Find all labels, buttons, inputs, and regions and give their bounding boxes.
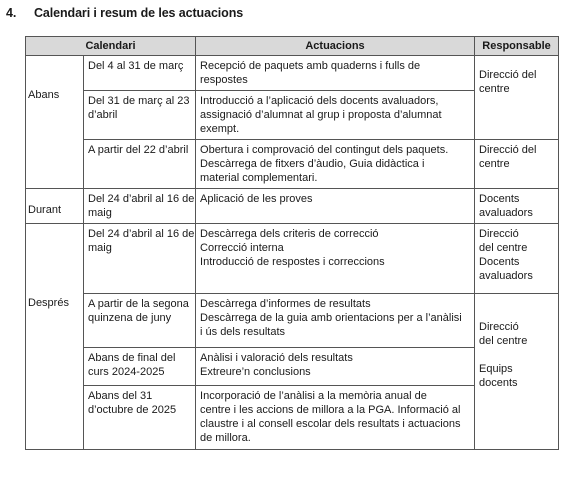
date-line: Abans del 31 [88, 390, 153, 402]
date-line: maig [88, 242, 112, 254]
action-line: Anàlisi i valoració dels resultats [200, 352, 353, 364]
action-line: assignació d’alumnat al grup i proposta d’alumnat [200, 109, 442, 121]
date-cell [84, 189, 196, 224]
action-line: Obertura i comprovació del contingut dels paquets. [200, 144, 449, 156]
action-line: Extreure’n conclusions [200, 366, 311, 378]
responsible-line: centre [479, 83, 510, 95]
responsible-cell [475, 56, 559, 140]
action-line: Recepció de paquets amb quaderns i fulls de [200, 60, 421, 72]
header-actuacions: Actuacions [196, 37, 475, 56]
section-number: 4. [6, 6, 17, 20]
responsible-line: del centre [479, 242, 528, 254]
responsible-cell [475, 224, 559, 294]
actions-cell [196, 386, 475, 450]
date-line: A partir del 22 d’abril [88, 144, 189, 156]
action-line: Introducció de respostes i correccions [200, 256, 385, 268]
phase-abans: Abans [26, 56, 84, 189]
actions-cell [196, 348, 475, 386]
action-line: centre i les accions de millora a la PGA. Informació al [200, 404, 461, 416]
date-cell [84, 348, 196, 386]
date-line: maig [88, 207, 112, 219]
date-line: Del 24 d’abril al 16 de [88, 193, 195, 205]
header-row [26, 37, 559, 56]
table-row [26, 294, 559, 348]
action-line: Correcció interna [200, 242, 284, 254]
action-line: Descàrrega dels criteris de correcció [200, 228, 379, 240]
date-line: Del 31 de març al 23 [88, 95, 190, 107]
date-line: d’octubre de 2025 [88, 404, 177, 416]
date-cell [84, 386, 196, 450]
responsible-cell [475, 294, 559, 450]
date-line: curs 2024-2025 [88, 366, 165, 378]
date-cell [84, 294, 196, 348]
action-line: Descàrrega d’informes de resultats [200, 298, 371, 310]
action-line: i ús dels resultats [200, 326, 285, 338]
action-line: claustre i al consell escolar dels resultats i actuacions [200, 418, 461, 430]
header-responsable: Responsable [475, 37, 559, 56]
responsible-line: del centre [479, 335, 528, 347]
date-line: Abans de final del [88, 352, 176, 364]
phase-despres: Després [26, 224, 84, 450]
actions-cell [196, 294, 475, 348]
responsible-line: avaluadors [479, 207, 533, 219]
responsible-line: centre [479, 158, 510, 170]
responsible-cell [475, 140, 559, 189]
date-cell [84, 140, 196, 189]
responsible-line: Direcció del [479, 69, 537, 81]
responsible-gap [479, 348, 554, 362]
action-line: Descàrrega de la guia amb orientacions per a l’anàlisi [200, 312, 462, 324]
date-cell [84, 56, 196, 91]
action-line: Descàrrega de fitxers d’àudio, Guia didàctica i [200, 158, 425, 170]
responsible-cell [475, 189, 559, 224]
date-line: A partir de la segona [88, 298, 189, 310]
actions-cell [196, 91, 475, 140]
actions-cell [196, 56, 475, 91]
date-line: d’abril [88, 109, 118, 121]
action-line: de millora. [200, 432, 251, 444]
responsible-line: Direcció del [479, 144, 537, 156]
responsible-line: Direcció [479, 321, 519, 333]
action-line: respostes [200, 74, 248, 86]
action-line: Incorporació de l’anàlisi a la memòria anual de [200, 390, 427, 402]
responsible-line: Direcció [479, 228, 519, 240]
action-line: exempt. [200, 123, 240, 135]
table-row [26, 56, 559, 91]
responsible-line: Docents [479, 256, 520, 268]
table-row [26, 224, 559, 294]
phase-durant: Durant [26, 189, 84, 224]
date-cell [84, 224, 196, 294]
calendar-table [25, 36, 559, 450]
responsible-line: docents [479, 377, 518, 389]
header-calendari: Calendari [26, 37, 196, 56]
action-line: Aplicació de les proves [200, 193, 313, 205]
section-title [6, 6, 243, 20]
actions-cell [196, 189, 475, 224]
responsible-line: avaluadors [479, 270, 533, 282]
date-line: quinzena de juny [88, 312, 172, 324]
action-line: material complementari. [200, 172, 318, 184]
responsible-line: Equips [479, 363, 513, 375]
responsible-line: Docents [479, 193, 520, 205]
date-cell [84, 91, 196, 140]
action-line: Introducció a l’aplicació dels docents avaluadors, [200, 95, 439, 107]
table-row [26, 140, 559, 189]
actions-cell [196, 224, 475, 294]
date-line: Del 4 al 31 de març [88, 60, 184, 72]
section-title-text: Calendari i resum de les actuacions [34, 6, 244, 20]
date-line: Del 24 d’abril al 16 de [88, 228, 195, 240]
table-row [26, 189, 559, 224]
actions-cell [196, 140, 475, 189]
